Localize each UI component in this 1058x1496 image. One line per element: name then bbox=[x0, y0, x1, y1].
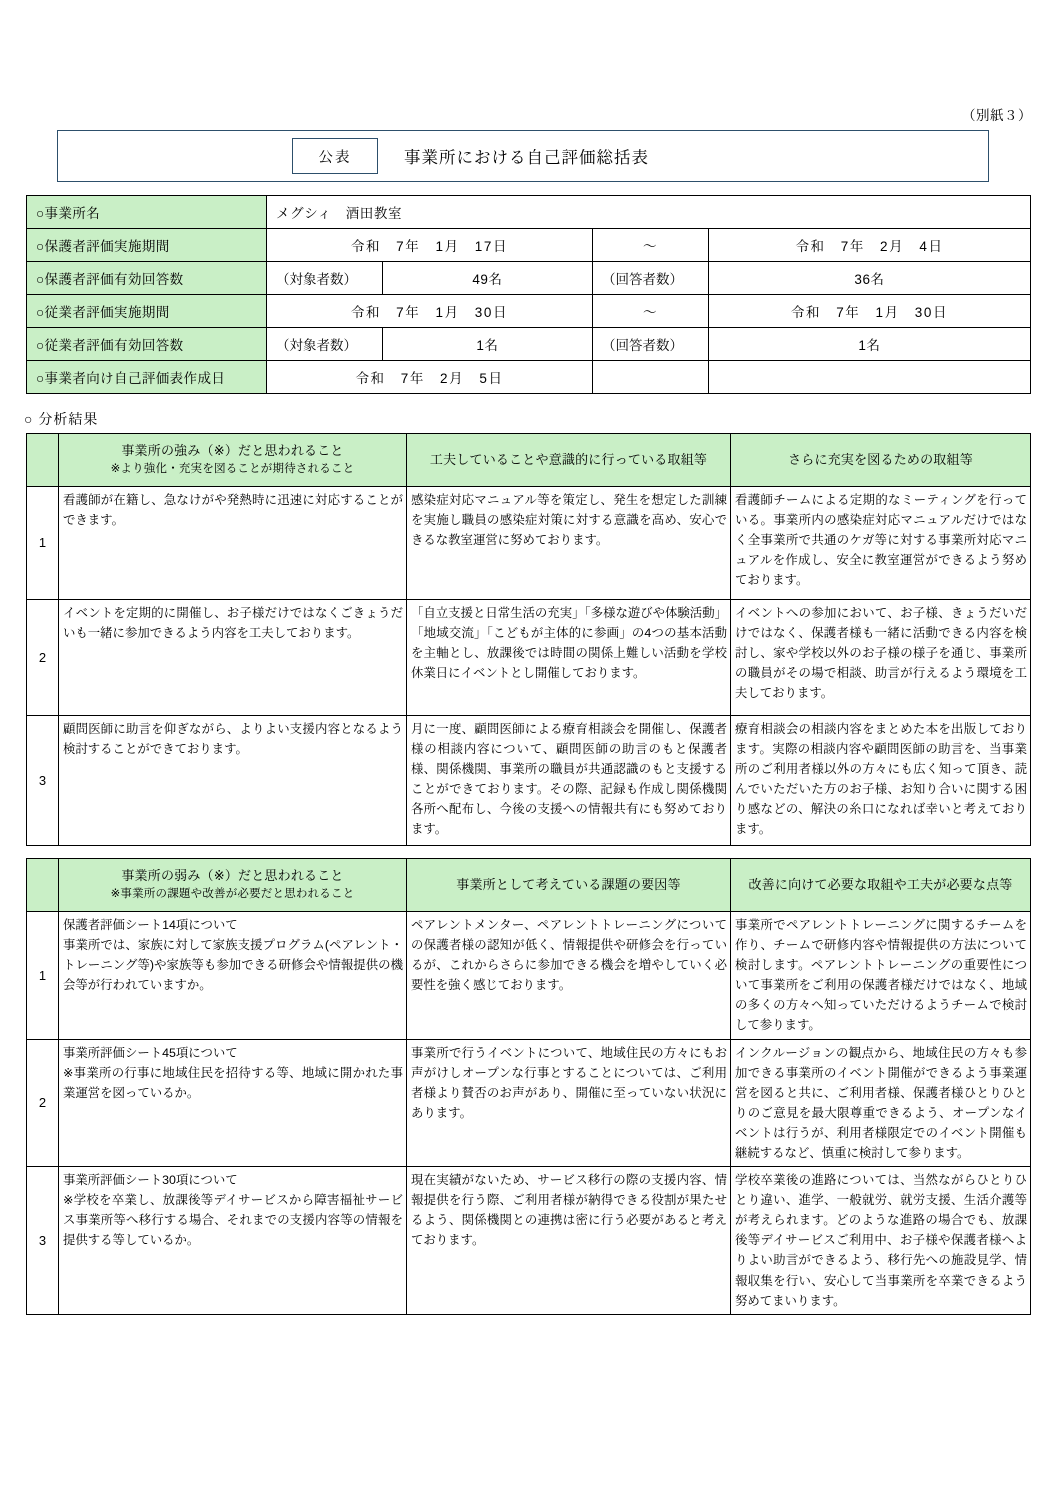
weaknesses-header-index bbox=[27, 859, 59, 912]
strengths-row-2-col-a: イベントを定期的に開催し、お子様だけではなくごきょうだいも一緒に参加できるよう内容を工夫しております。 bbox=[59, 599, 407, 715]
table-header-row bbox=[27, 859, 1031, 912]
info-value-guardian-period-tilde: ～ bbox=[593, 229, 709, 262]
info-label-creation-date: ○事業者向け自己評価表作成日 bbox=[27, 361, 267, 394]
strengths-header-index bbox=[27, 434, 59, 487]
table-row bbox=[27, 715, 1031, 845]
table-row bbox=[27, 911, 1031, 1039]
weaknesses-row-3-col-c: 学校卒業後の進路については、当然ながらひとりひとり違い、進学、一般就労、就労支援、生活介護等が考えられます。どのような進路の場合でも、放課後等デイサービスご利用中、お子様や保護者様へよりよい助言ができるよう、移行先への施設見学、情報収集を行い、安心して当事業所を卒業できるよう努めてまいります。 bbox=[731, 1167, 1031, 1315]
weaknesses-header-col-a-main: 事業所の弱み（※）だと思われること bbox=[121, 868, 344, 883]
info-label-staff-period: ○従業者評価実施期間 bbox=[27, 295, 267, 328]
info-empty-cell-a bbox=[593, 361, 709, 394]
table-row bbox=[27, 486, 1031, 599]
strengths-row-3-col-c: 療育相談会の相談内容をまとめた本を出版しております。実際の相談内容や顧問医師の助言を、当事業所のご利用者様以外の方々にも広く知って頂き、読んでいただいた方のお子様、お知り合いに関する困り感などの、解決の糸口になれば幸いと考えております。 bbox=[731, 715, 1031, 845]
table-row bbox=[27, 196, 1031, 229]
weaknesses-table bbox=[26, 858, 1031, 1315]
weaknesses-row-index-3: 3 bbox=[27, 1167, 59, 1315]
info-value-staff-period-tilde: ～ bbox=[593, 295, 709, 328]
weaknesses-row-2-col-c: インクルージョンの観点から、地域住民の方々も参加できる事業所のイベント開催ができるよう事業運営を図ると共に、ご利用者様、保護者様ひとりひとりのご意見を最大限尊重できるよう、オープンなイベントは行うが、利用者様限定でのイベント開催も継続するなど、慎重に検討して参ります。 bbox=[731, 1039, 1031, 1167]
info-label-staff-responses: ○従業者評価有効回答数 bbox=[27, 328, 267, 361]
strengths-row-1-col-a: 看護師が在籍し、急なけがや発熱時に迅速に対応することができます。 bbox=[59, 486, 407, 599]
weaknesses-row-1-col-c: 事業所でペアレントトレーニングに関するチームを作り、チームで研修内容や情報提供の方法について検討します。ペアレントトレーニングの重要性について事業所をご利用の保護者様だけではなく、地域の多くの方々へ知っていただけるようチームで検討して参ります。 bbox=[731, 911, 1031, 1039]
info-sublabel-staff-target-count: （対象者数） bbox=[267, 328, 383, 361]
section-caption-analysis: ○ 分析結果 bbox=[24, 411, 99, 427]
publication-badge: 公表 bbox=[292, 138, 378, 174]
strengths-row-2-col-c: イベントへの参加において、お子様、きょうだいだけではなく、保護者様も一緒に活動できる内容を検討し、家や学校以外のお子様の様子を通じ、事業所の職員がその場で相談、助言が行えるよう環境を工夫しております。 bbox=[731, 599, 1031, 715]
weaknesses-row-index-1: 1 bbox=[27, 911, 59, 1039]
table-row bbox=[27, 361, 1031, 394]
weaknesses-header-col-a-sub: ※事業所の課題や改善が必要だと思われること bbox=[110, 888, 355, 901]
table-row bbox=[27, 1167, 1031, 1315]
strengths-row-2-col-b: 「自立支援と日常生活の充実」「多様な遊びや体験活動」「地域交流」「こどもが主体的に参画」の4つの基本活動を主軸とし、放課後では時間の関係上難しい活動を学校休業日にイベントとし開催しております。 bbox=[407, 599, 731, 715]
sheet-reference-note: （別紙３） bbox=[962, 108, 1032, 123]
info-sublabel-guardian-respondent-count: （回答者数） bbox=[593, 262, 709, 295]
title-banner bbox=[57, 130, 989, 182]
weaknesses-row-1-col-b: ペアレントメンター、ペアレントトレーニングについての保護者様の認知が低く、情報提供や研修会を行っているが、これからさらに参加できる機会を増やしていく必要性を強く感じております。 bbox=[407, 911, 731, 1039]
info-label-guardian-period: ○保護者評価実施期間 bbox=[27, 229, 267, 262]
info-value-guardian-period-to: 令和 7年 2月 4日 bbox=[709, 229, 1031, 262]
strengths-row-index-3: 3 bbox=[27, 715, 59, 845]
strengths-row-index-1: 1 bbox=[27, 486, 59, 599]
strengths-row-index-2: 2 bbox=[27, 599, 59, 715]
weaknesses-row-index-2: 2 bbox=[27, 1039, 59, 1167]
info-value-creation-date: 令和 7年 2月 5日 bbox=[267, 361, 593, 394]
table-row bbox=[27, 262, 1031, 295]
facility-info-table bbox=[26, 195, 1031, 394]
info-sublabel-guardian-target-count: （対象者数） bbox=[267, 262, 383, 295]
info-value-guardian-period-from: 令和 7年 1月 17日 bbox=[267, 229, 593, 262]
table-row bbox=[27, 1039, 1031, 1167]
strengths-header-col-a bbox=[59, 434, 407, 487]
strengths-row-3-col-a: 顧問医師に助言を仰ぎながら、よりよい支援内容となるよう検討することができております。 bbox=[59, 715, 407, 845]
info-value-staff-period-to: 令和 7年 1月 30日 bbox=[709, 295, 1031, 328]
strengths-row-1-col-b: 感染症対応マニュアル等を策定し、発生を想定した訓練を実施し職員の感染症対策に対する意識を高め、安心できるな教室運営に努めております。 bbox=[407, 486, 731, 599]
info-label-facility-name: ○事業所名 bbox=[27, 196, 267, 229]
weaknesses-header-col-a bbox=[59, 859, 407, 912]
info-sublabel-staff-respondent-count: （回答者数） bbox=[593, 328, 709, 361]
weaknesses-header-col-c: 改善に向けて必要な取組や工夫が必要な点等 bbox=[731, 859, 1031, 912]
weaknesses-row-2-col-b: 事業所で行うイベントについて、地域住民の方々にもお声がけしオープンな行事とすることについては、ご利用者様より賛否のお声があり、開催に至っていない状況にあります。 bbox=[407, 1039, 731, 1167]
strengths-table bbox=[26, 433, 1031, 846]
weaknesses-row-2-col-a: 事業所評価シート45項について ※事業所の行事に地域住民を招待する等、地域に開かれた事業運営を図っているか。 bbox=[59, 1039, 407, 1167]
table-row bbox=[27, 599, 1031, 715]
weaknesses-row-1-col-a: 保護者評価シート14項について 事業所では、家族に対して家族支援プログラム(ペアレント・トレーニング等)や家族等も参加できる研修会や情報提供の機会等が行われていますか。 bbox=[59, 911, 407, 1039]
info-value-facility-name: メグシィ 酒田教室 bbox=[267, 196, 1031, 229]
strengths-header-col-a-main: 事業所の強み（※）だと思われること bbox=[121, 443, 344, 458]
table-header-row bbox=[27, 434, 1031, 487]
weaknesses-row-3-col-b: 現在実績がないため、サービス移行の際の支援内容、情報提供を行う際、ご利用者様が納得できる役割が果たせるよう、関係機関との連携は密に行う必要があると考えております。 bbox=[407, 1167, 731, 1315]
info-value-guardian-respondent-count: 36名 bbox=[709, 262, 1031, 295]
table-row bbox=[27, 295, 1031, 328]
page-title: 事業所における自己評価総括表 bbox=[404, 149, 649, 167]
info-value-staff-target-count: 1名 bbox=[383, 328, 593, 361]
info-value-staff-respondent-count: 1名 bbox=[709, 328, 1031, 361]
strengths-header-col-b: 工夫していることや意識的に行っている取組等 bbox=[407, 434, 731, 487]
info-value-guardian-target-count: 49名 bbox=[383, 262, 593, 295]
info-empty-cell-b bbox=[709, 361, 1031, 394]
info-label-guardian-responses: ○保護者評価有効回答数 bbox=[27, 262, 267, 295]
weaknesses-row-3-col-a: 事業所評価シート30項について ※学校を卒業し、放課後等デイサービスから障害福祉サービス事業所等へ移行する場合、それまでの支援内容等の情報を提供する等しているか。 bbox=[59, 1167, 407, 1315]
weaknesses-header-col-b: 事業所として考えている課題の要因等 bbox=[407, 859, 731, 912]
table-row bbox=[27, 328, 1031, 361]
strengths-row-3-col-b: 月に一度、顧問医師による療育相談会を開催し、保護者様の相談内容について、顧問医師の助言のもと保護者様、関係機関、事業所の職員が共通認識のもと支援することができております。その際、記録も作成し関係機関各所へ配布し、今後の支援への情報共有にも努めております。 bbox=[407, 715, 731, 845]
strengths-row-1-col-c: 看護師チームによる定期的なミーティングを行っている。事業所内の感染症対応マニュアルだけではなく全事業所で共通のケガ等に対する事業所対応マニュアルを作成し、安全に教室運営ができるよう努めております。 bbox=[731, 486, 1031, 599]
table-row bbox=[27, 229, 1031, 262]
strengths-header-col-a-sub: ※より強化・充実を図ることが期待されること bbox=[110, 463, 355, 476]
info-value-staff-period-from: 令和 7年 1月 30日 bbox=[267, 295, 593, 328]
strengths-header-col-c: さらに充実を図るための取組等 bbox=[731, 434, 1031, 487]
